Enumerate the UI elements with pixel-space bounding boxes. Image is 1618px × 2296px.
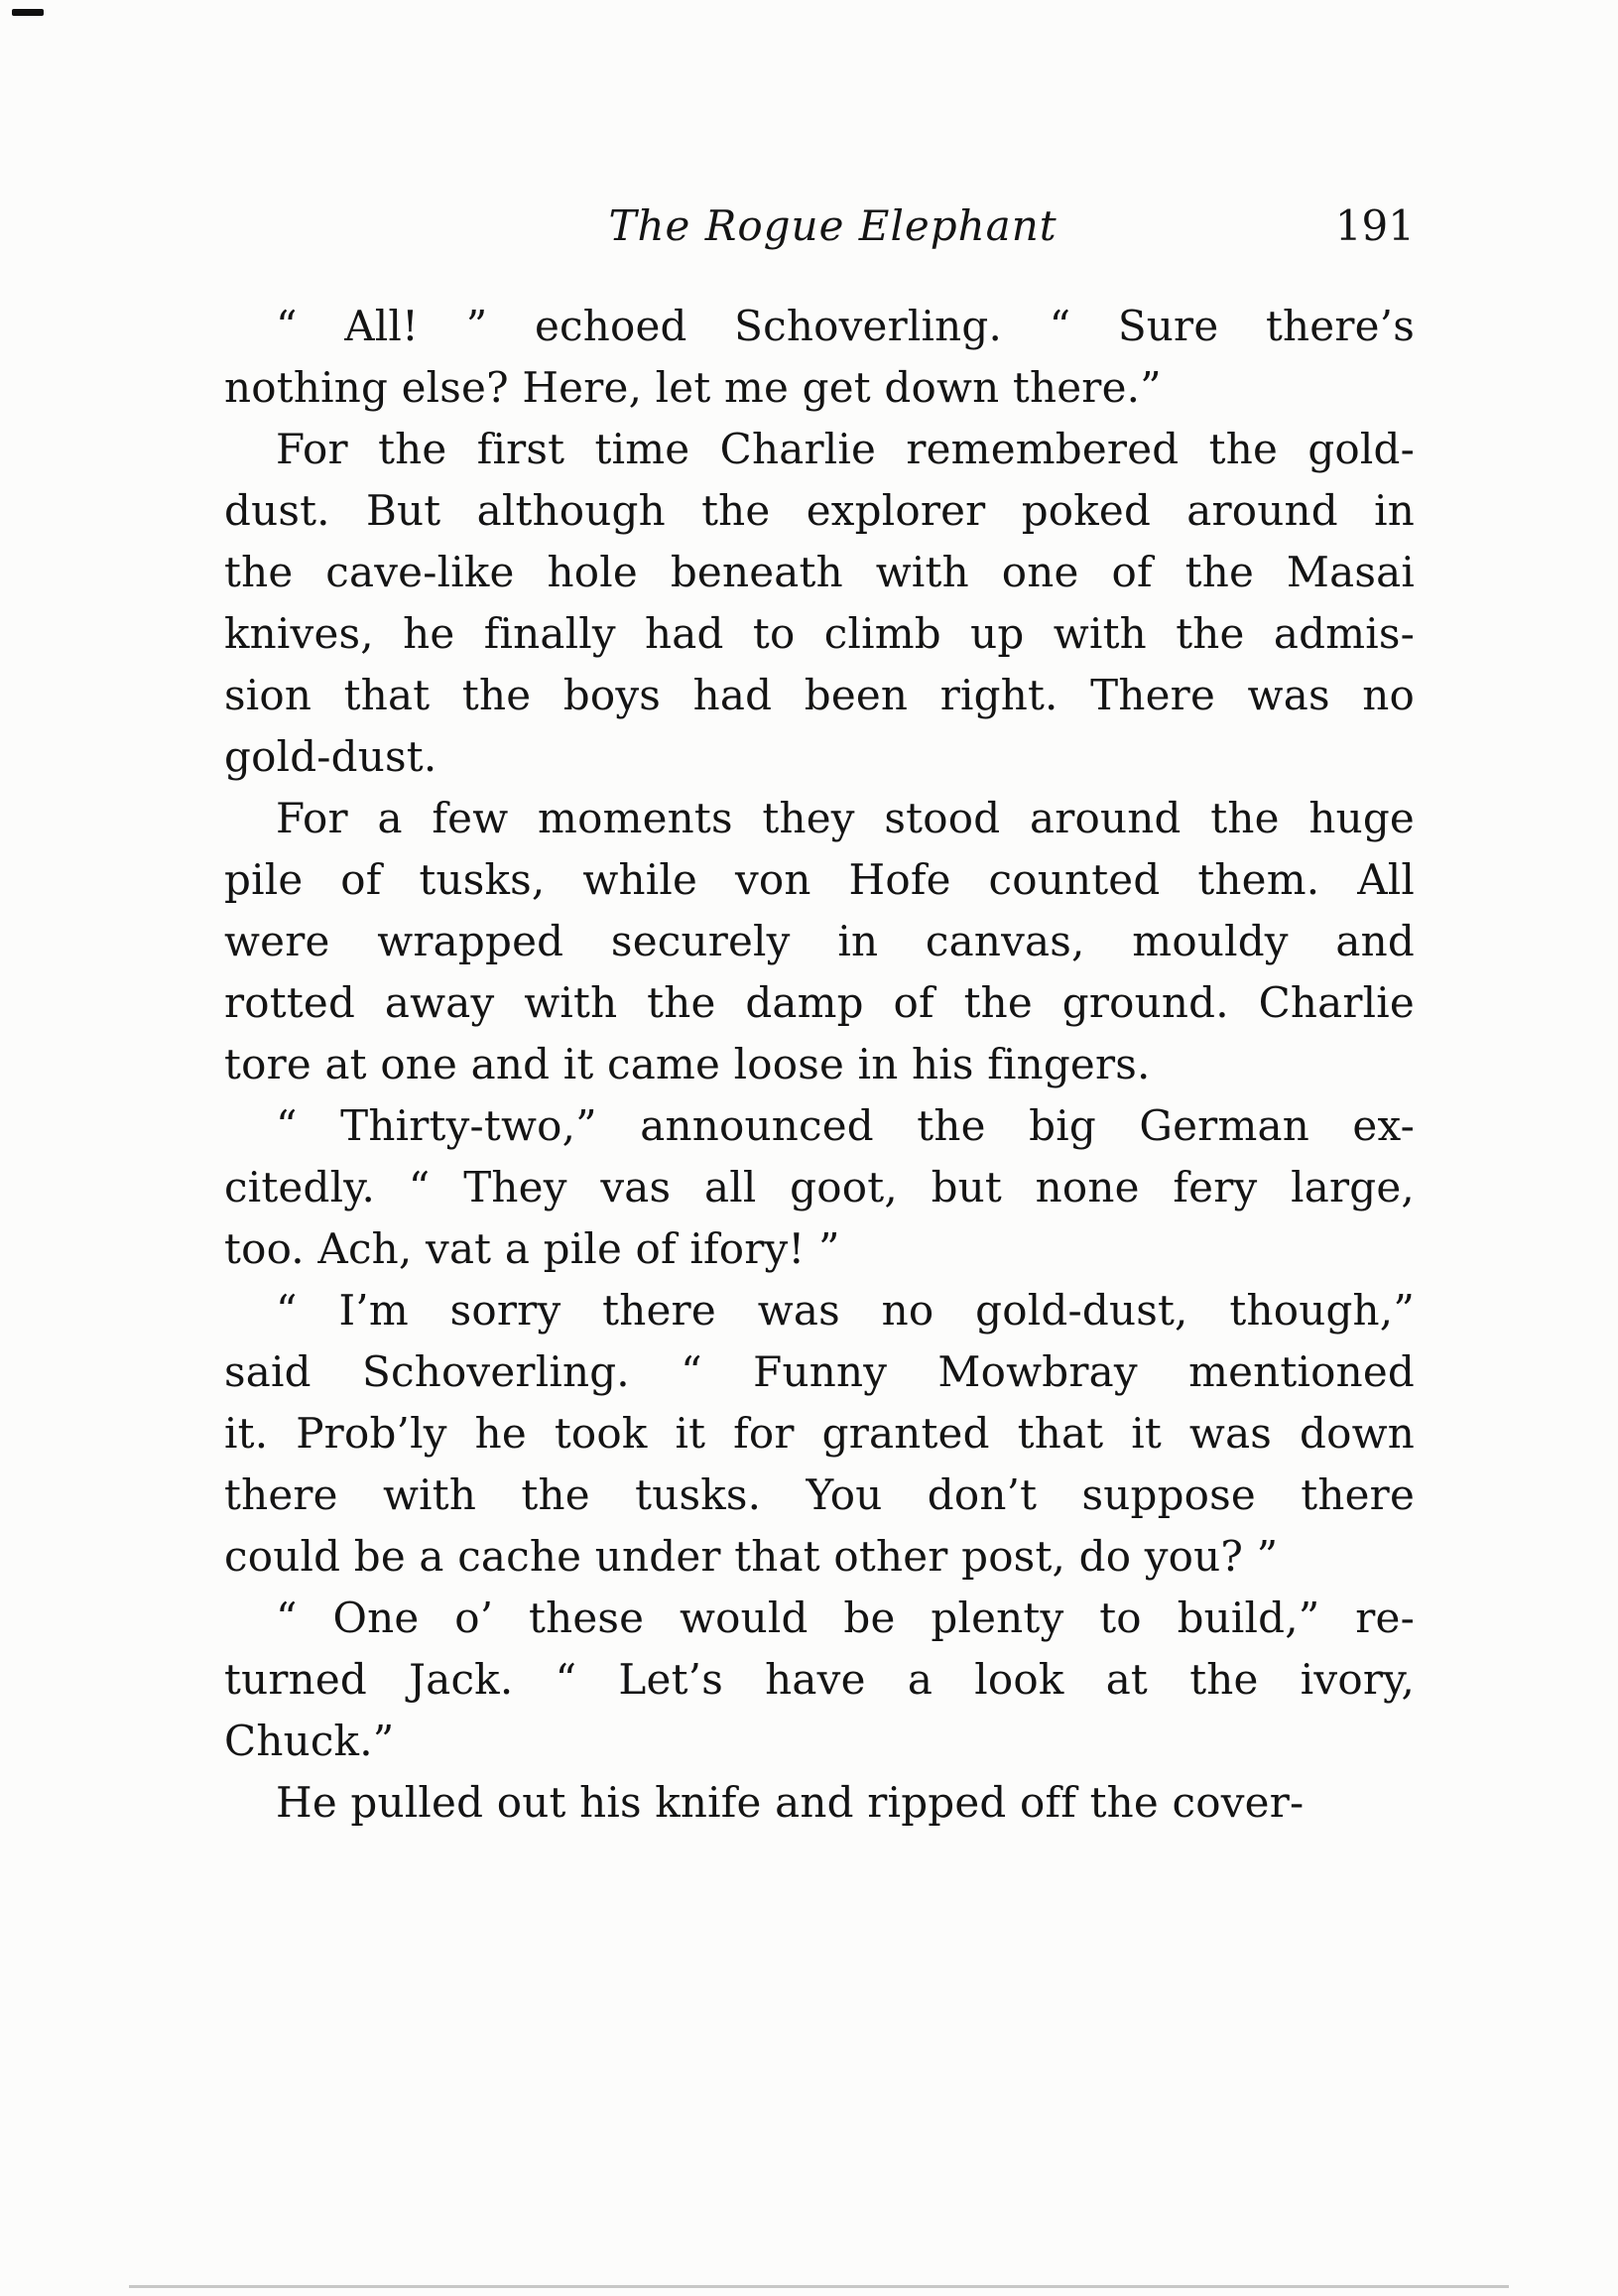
text-line: “ One o’ these would be plenty to build,” re- [276, 1594, 1415, 1642]
paragraph [224, 1280, 1415, 1588]
running-header-title: The Rogue Elephant [608, 201, 1058, 250]
text-block [224, 296, 1415, 1834]
text-line: the cave-like hole beneath with one of the Masai [224, 548, 1415, 596]
text-line: gold-dust. [224, 732, 437, 781]
text-line: tore at one and it came loose in his fingers. [224, 1040, 1151, 1088]
text-line: Chuck.” [224, 1717, 395, 1765]
paragraph [224, 1095, 1415, 1280]
text-line: For a few moments they stood around the huge [276, 794, 1415, 842]
text-line: there with the tusks. You don’t suppose there [224, 1470, 1415, 1519]
text-line: too. Ach, vat a pile of ifory! ” [224, 1224, 840, 1273]
running-header [224, 198, 1415, 258]
text-line: could be a cache under that other post, do you? ” [224, 1532, 1279, 1581]
text-line: pile of tusks, while von Hofe counted them. All [224, 855, 1415, 904]
paragraph [224, 419, 1415, 788]
text-line: rotted away with the damp of the ground. Charlie [224, 978, 1415, 1027]
text-line: sion that the boys had been right. There was no [224, 671, 1415, 719]
page-number: 191 [1334, 201, 1415, 250]
text-line: For the first time Charlie remembered the gold- [276, 425, 1415, 473]
text-line: turned Jack. “ Let’s have a look at the ivory, [224, 1655, 1415, 1704]
text-line: said Schoverling. “ Funny Mowbray mentioned [224, 1347, 1415, 1396]
text-line: “ Thirty-two,” announced the big German ex- [276, 1101, 1415, 1150]
text-line: dust. But although the explorer poked around in [224, 486, 1415, 535]
text-line: “ I’m sorry there was no gold-dust, though,” [276, 1286, 1415, 1335]
scan-artifact-dash [12, 9, 44, 16]
text-line: nothing else? Here, let me get down there.” [224, 363, 1162, 412]
page-edge-shadow [129, 2285, 1509, 2288]
text-line: He pulled out his knife and ripped off the cover- [276, 1778, 1305, 1827]
paragraph [224, 788, 1415, 1095]
text-line: knives, he finally had to climb up with the admis- [224, 609, 1415, 658]
text-line: citedly. “ They vas all goot, but none fery large, [224, 1163, 1415, 1212]
text-line: “ All! ” echoed Schoverling. “ Sure there’s [276, 302, 1415, 350]
text-line: it. Prob’ly he took it for granted that it was down [224, 1409, 1415, 1458]
paragraph [224, 1588, 1415, 1772]
text-line: were wrapped securely in canvas, mouldy and [224, 917, 1415, 965]
paragraph [224, 296, 1415, 419]
paragraph [224, 1772, 1415, 1834]
